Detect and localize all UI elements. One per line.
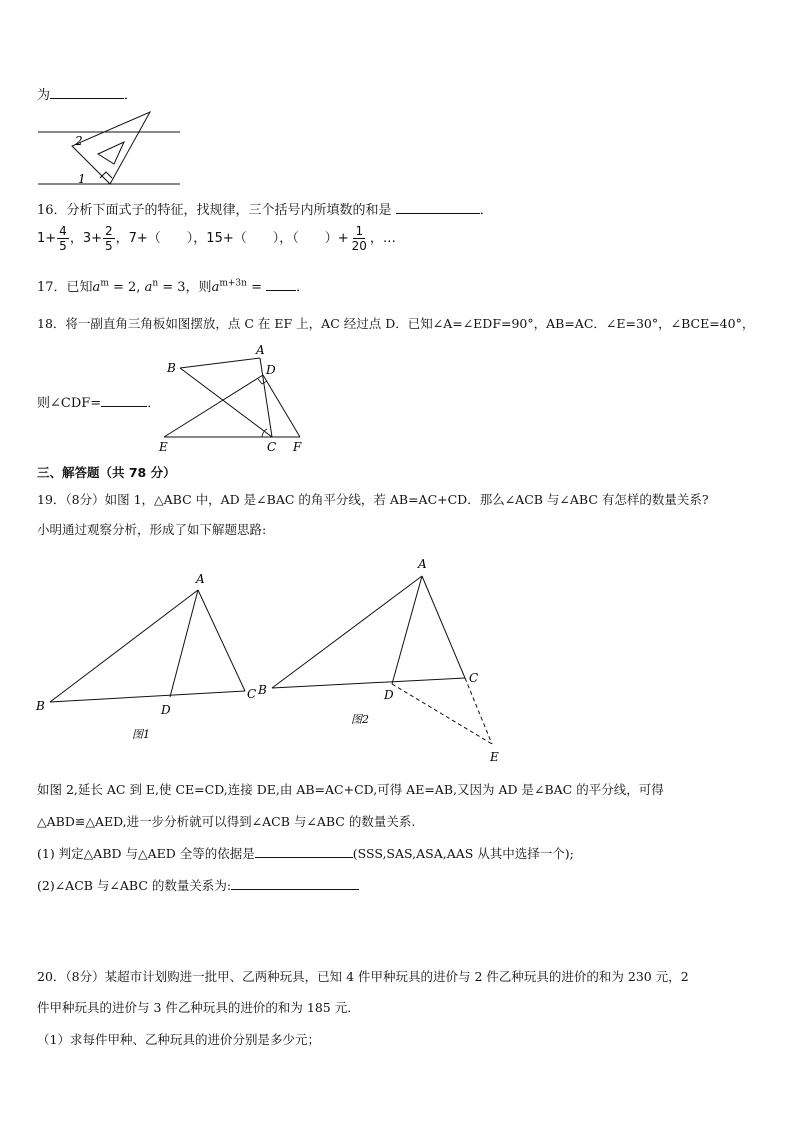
q19-paragraph-1: 如图 2,延长 AC 到 E,使 CE=CD,连接 DE,由 AB=AC+CD,可得 AE=AB,又因为 AD 是∠BAC 的平分线，可得 [37, 782, 664, 797]
q19-sub2-prefix: (2)∠ACB 与∠ABC 的数量关系为: [37, 878, 232, 893]
fig2-segment-AC [422, 576, 465, 678]
q19-sub1-suffix: (SSS,SAS,ASA,AAS 从其中选择一个); [352, 846, 574, 861]
set-square-inner [98, 142, 124, 164]
q20-line-2: 件甲种玩具的进价与 3 件乙种玩具的进价的和为 185 元． [37, 1000, 360, 1015]
fig1-label-B: B [36, 699, 45, 713]
fig2-segment-CE-dashed [465, 678, 492, 744]
fig1-segment-BC [50, 691, 245, 702]
fig1-segment-AB [50, 590, 198, 702]
q17-question [37, 276, 309, 295]
fig1-segment-AC [198, 590, 245, 691]
fig2-segment-DE-dashed [392, 684, 492, 744]
q17-suffix: ． [296, 280, 310, 295]
q20-line-1: 20．（8分）某超市计划购进一批甲、乙两种玩具，已知 4 件甲种玩具的进价与 2 件乙种玩具的进价的和为 230 元，2 [37, 969, 689, 984]
q17-base-2: a [144, 280, 153, 295]
q19-subquestion-1 [37, 844, 574, 862]
q16-rest: ，7+（ ），15+（ ），（ ）+ [115, 231, 349, 246]
q16-fraction-5 [350, 224, 369, 253]
q15-angle-label-1: 1 [78, 172, 86, 186]
fig2-caption: 图2 [351, 713, 369, 726]
q16-answer-blank[interactable] [396, 201, 480, 214]
fig2-label-A: A [418, 557, 427, 571]
q20-subquestion-1: （1）求每件甲种、乙种玩具的进价分别是多少元； [37, 1032, 320, 1047]
q18-segment-ED [164, 375, 263, 437]
q18-answer-blank[interactable] [101, 394, 147, 407]
q15-angle-label-2: 2 [75, 134, 83, 148]
q18-ask [37, 392, 160, 411]
q18-label-B: B [167, 361, 176, 375]
q17-base-1: a [92, 280, 101, 295]
fig1-label-D: D [161, 703, 171, 717]
q16-fraction-2-den: 5 [105, 239, 113, 253]
q17-exp-3: m+3n [219, 278, 247, 289]
fig2-label-E: E [490, 750, 499, 764]
q19-sub1-answer-blank[interactable] [255, 845, 353, 858]
q16-fraction-5-num: 1 [355, 224, 364, 238]
q19-paragraph-2: △ABD≌△AED,进一步分析就可以得到∠ACB 与∠ABC 的数量关系. [37, 814, 416, 829]
q18-question: 18．将一副直角三角板如图摆放，点 C 在 EF 上，AC 经过点 D．已知∠A=∠EDF=90°，AB=AC．∠E=30°，∠BCE=40°， [37, 316, 755, 331]
fig2-segment-AD [392, 576, 422, 684]
q17-mid-1: = 2, [108, 280, 145, 295]
fig2-label-B: B [258, 683, 267, 697]
q18-label-A: A [256, 343, 265, 357]
q18-label-D: D [266, 363, 276, 377]
q16-end: ，… [369, 231, 396, 246]
q16-fraction-5-den: 20 [351, 239, 367, 253]
fig1-segment-AD [170, 590, 198, 697]
q17-mid-2: = 3，则 [158, 280, 212, 295]
q18-ask-prefix: 则∠CDF= [37, 396, 102, 411]
q16-fraction-1-num: 4 [59, 224, 67, 238]
q19-line-2: 小明通过观察分析，形成了如下解题思路: [37, 522, 267, 537]
q18-label-C: C [267, 440, 277, 454]
q16-fraction-1 [57, 224, 69, 253]
q18-figure [150, 340, 320, 458]
q17-exp-1: m [100, 278, 109, 289]
q15-prefix: 为 [37, 88, 51, 103]
q18-label-E: E [159, 440, 168, 454]
q16-text: 16．分析下面式子的特征，找规律，三个括号内所填数的和是 [37, 203, 392, 218]
q16-expression [37, 224, 396, 253]
q19-sub2-answer-blank[interactable] [231, 877, 359, 890]
q15-answer-blank[interactable] [50, 86, 124, 99]
q19-figure-1 [30, 568, 270, 748]
q17-mid-3: = [246, 280, 267, 295]
q18-segment-AB [180, 358, 260, 368]
q17-exp-2: n [152, 278, 159, 289]
q17-prefix: 17．已知 [37, 280, 93, 295]
fig2-segment-BC [272, 678, 465, 688]
fig1-label-C: C [247, 687, 257, 701]
fig1-label-A: A [196, 572, 205, 586]
q16-term2-int: 3+ [82, 231, 102, 246]
q17-answer-blank[interactable] [266, 278, 296, 291]
fig2-label-D: D [384, 688, 394, 702]
q16-term1-int: 1+ [37, 231, 57, 246]
q19-sub1-prefix: (1) 判定△ABD 与△AED 全等的依据是 [37, 846, 255, 861]
q16-suffix: ． [479, 203, 493, 218]
q16-question [37, 199, 493, 218]
q16-sep1: ， [69, 231, 83, 246]
q18-segment-DF [263, 375, 300, 437]
fig1-caption: 图1 [132, 728, 150, 741]
q15-answer-line [37, 84, 137, 103]
q18-ask-suffix: ． [147, 396, 161, 411]
q19-subquestion-2 [37, 876, 359, 894]
q16-fraction-1-den: 5 [59, 239, 67, 253]
section-3-title: 三、解答题（共 78 分） [37, 465, 176, 480]
q19-line-1: 19．（8分）如图 1，△ABC 中，AD 是∠BAC 的角平分线，若 AB=AC+CD．那么∠ACB 与∠ABC 有怎样的数量关系? [37, 492, 709, 507]
fig2-label-C: C [469, 671, 479, 685]
right-angle-mark [100, 172, 112, 178]
fig2-segment-AB [272, 576, 422, 688]
q16-fraction-2-num: 2 [105, 224, 113, 238]
q15-suffix: ． [124, 88, 138, 103]
q19-figure-2 [250, 554, 510, 766]
q16-fraction-2 [103, 224, 115, 253]
q17-base-3: a [211, 280, 220, 295]
q15-figure [30, 108, 190, 190]
q18-label-F: F [293, 440, 302, 454]
